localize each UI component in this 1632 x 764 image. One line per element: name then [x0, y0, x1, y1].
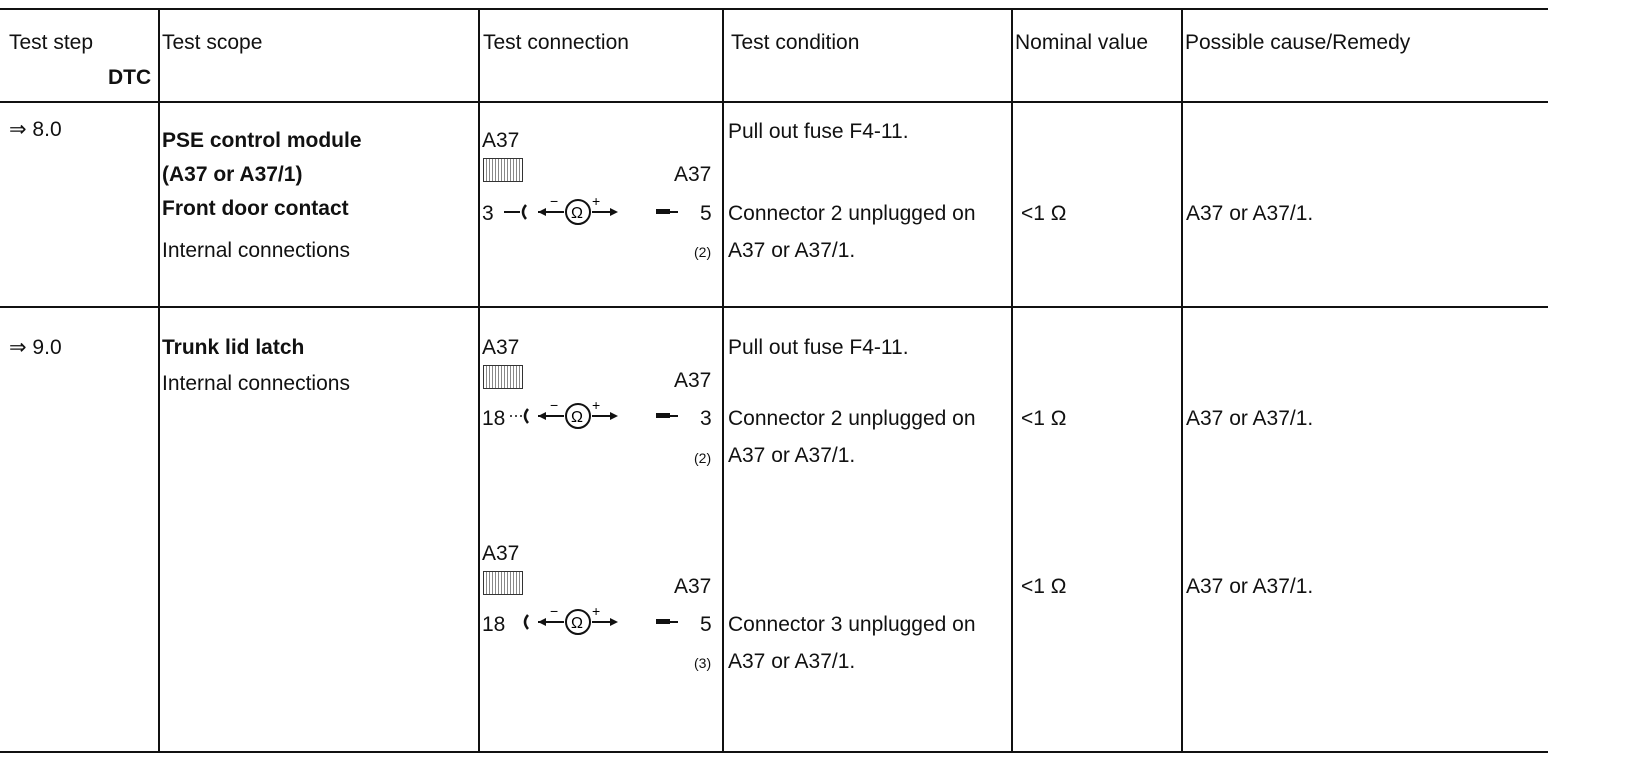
condition-line: A37 or A37/1. — [728, 444, 856, 467]
remedy: A37 or A37/1. — [1186, 407, 1314, 430]
condition-line: Pull out fuse F4-11. — [728, 120, 909, 143]
connector-number: (3) — [694, 655, 712, 671]
col-divider-1 — [158, 8, 160, 753]
pin-right: 3 — [700, 407, 712, 430]
ohmmeter-icon — [496, 604, 696, 640]
condition-line: A37 or A37/1. — [728, 239, 856, 262]
remedy: A37 or A37/1. — [1186, 202, 1314, 225]
svg-text:−: − — [550, 398, 559, 413]
connector-block-icon — [483, 158, 523, 182]
nominal-value: <1 Ω — [1021, 575, 1067, 598]
meter-symbol: Ω — [571, 615, 583, 632]
condition-line: Pull out fuse F4-11. — [728, 336, 909, 359]
connection-module-label: A37 — [674, 163, 712, 186]
scope-title: PSE control module — [162, 129, 362, 152]
scope-title: Front door contact — [162, 197, 349, 220]
svg-text:+: + — [592, 398, 601, 413]
header-bottom-rule — [0, 101, 1548, 103]
ohmmeter-icon — [496, 398, 696, 434]
header-test-step: Test step — [9, 31, 94, 54]
col-divider-3 — [722, 8, 724, 753]
pin-left: 18 — [482, 407, 506, 430]
row-8-bottom-rule — [0, 306, 1548, 308]
header-test-scope: Test scope — [162, 31, 263, 54]
svg-text:−: − — [550, 604, 559, 619]
meter-symbol: Ω — [571, 409, 583, 426]
pin-left: 18 — [482, 613, 506, 636]
header-test-condition: Test condition — [731, 31, 860, 54]
header-possible-cause: Possible cause/Remedy — [1185, 31, 1411, 54]
connection-module-label: A37 — [674, 575, 712, 598]
remedy: A37 or A37/1. — [1186, 575, 1314, 598]
step-number: ⇒ 9.0 — [9, 336, 62, 359]
step-number: ⇒ 8.0 — [9, 118, 62, 141]
svg-text:+: + — [592, 194, 601, 209]
col-divider-5 — [1181, 8, 1183, 753]
header-nominal-value: Nominal value — [1015, 31, 1149, 54]
connector-number: (2) — [694, 244, 712, 260]
col-divider-2 — [478, 8, 480, 753]
pin-left: 3 — [482, 202, 494, 225]
scope-title: (A37 or A37/1) — [162, 163, 303, 186]
nominal-value: <1 Ω — [1021, 407, 1067, 430]
meter-symbol: Ω — [571, 205, 583, 222]
header-dtc: DTC — [108, 66, 152, 89]
scope-detail: Internal connections — [162, 239, 350, 262]
condition-line: A37 or A37/1. — [728, 650, 856, 673]
header-test-connection: Test connection — [483, 31, 629, 54]
nominal-value: <1 Ω — [1021, 202, 1067, 225]
svg-text:+: + — [592, 604, 601, 619]
table-top-rule — [0, 8, 1548, 10]
connector-block-icon — [483, 571, 523, 595]
condition-line: Connector 2 unplugged on — [728, 202, 976, 225]
col-divider-4 — [1011, 8, 1013, 753]
connector-number: (2) — [694, 450, 712, 466]
scope-detail: Internal connections — [162, 372, 350, 395]
svg-text:−: − — [550, 194, 559, 209]
ohmmeter-icon — [496, 194, 696, 230]
condition-line: Connector 3 unplugged on — [728, 613, 976, 636]
scope-title: Trunk lid latch — [162, 336, 305, 359]
connection-module-label: A37 — [482, 336, 520, 359]
connection-module-label: A37 — [482, 542, 520, 565]
connection-module-label: A37 — [674, 369, 712, 392]
connector-block-icon — [483, 365, 523, 389]
connection-module-label: A37 — [482, 129, 520, 152]
pin-right: 5 — [700, 613, 712, 636]
condition-line: Connector 2 unplugged on — [728, 407, 976, 430]
pin-right: 5 — [700, 202, 712, 225]
table-bottom-rule — [0, 751, 1548, 753]
